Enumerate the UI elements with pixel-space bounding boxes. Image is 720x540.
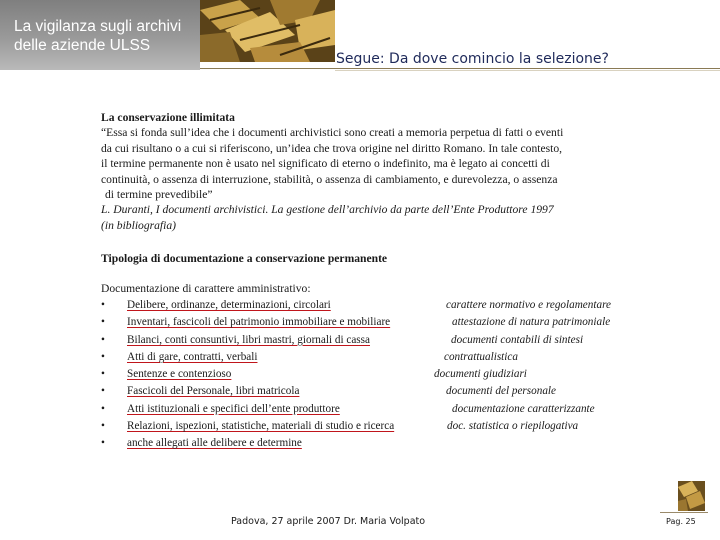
quote-line: continuità, o assenza di interruzione, stabilità, o assenza di cambiamento, e durevolezza, o assenza <box>101 172 558 186</box>
list-item-title[interactable]: Relazioni, ispezioni, statistiche, materiali di studio e ricerca <box>127 420 395 433</box>
bullet: • <box>101 420 105 433</box>
header-title-panel <box>0 0 200 70</box>
list-item <box>101 420 661 437</box>
typology-heading: Tipologia di documentazione a conservazione permanente <box>101 252 388 265</box>
bullet: • <box>101 316 105 329</box>
bullet: • <box>101 368 105 381</box>
bullet: • <box>101 402 105 415</box>
citation-line: (in bibliografia) <box>101 218 177 232</box>
page-number: Pag. 25 <box>666 517 696 526</box>
list-item <box>101 437 661 454</box>
typology-list <box>101 299 661 455</box>
bullet: • <box>101 385 105 398</box>
bullet: • <box>101 350 105 363</box>
citation-line: L. Duranti, I documenti archivistici. La gestione dell’archivio da parte dell’Ente Produttore 1997 <box>101 203 554 217</box>
footer-archive-photo <box>678 481 705 511</box>
list-item-description: documenti del personale <box>446 385 556 398</box>
slide-subtitle: Segue: Da dove comincio la selezione? <box>336 51 609 67</box>
list-item <box>101 385 661 402</box>
list-item-description: attestazione di natura patrimoniale <box>452 316 611 329</box>
quote-line: “Essa si fonda sull’idea che i documenti archivistici sono creati a memoria perpetua di fatti o eventi <box>101 126 564 140</box>
header-divider-secondary <box>335 70 720 71</box>
list-item <box>101 403 661 420</box>
list-item-description: contrattualistica <box>444 350 518 363</box>
typology-intro: Documentazione di carattere amministrativo: <box>101 282 311 295</box>
quote-line: il termine permanente non è usato nel significato di eterno o indefinito, ma è legato ai concetti di <box>101 157 550 171</box>
conservation-section <box>101 110 621 233</box>
list-item-title[interactable]: Bilanci, conti consuntivi, libri mastri, giornali di cassa <box>127 333 370 346</box>
list-item <box>101 316 661 333</box>
header-title-line-2: delle aziende ULSS <box>14 37 151 54</box>
list-item-description: documentazione caratterizzante <box>452 402 595 415</box>
conservation-heading: La conservazione illimitata <box>101 111 235 124</box>
list-item <box>101 351 661 368</box>
list-item <box>101 368 661 385</box>
header-archive-photo <box>200 0 335 62</box>
list-item-title[interactable]: Sentenze e contenzioso <box>127 368 232 381</box>
list-item-title[interactable]: anche allegati alle delibere e determine <box>127 437 302 450</box>
footer-divider <box>660 512 708 513</box>
list-item-description: doc. statistica o riepilogativa <box>447 420 579 433</box>
list-item <box>101 334 661 351</box>
list-item-description: documenti giudiziari <box>434 368 527 381</box>
quote-line: da cui risultano o a cui si riferiscono, un’idea che trova origine nel diritto Romano. In tale contesto, <box>101 141 563 155</box>
list-item-title[interactable]: Fascicoli del Personale, libri matricola <box>127 385 300 398</box>
list-item-title[interactable]: Atti istituzionali e specifici dell’ente produttore <box>127 402 340 415</box>
bullet: • <box>101 437 105 450</box>
header-title-line-1: La vigilanza sugli archivi <box>14 18 182 35</box>
header-title <box>14 17 199 55</box>
footer-text: Padova, 27 aprile 2007 Dr. Maria Volpato <box>231 516 426 527</box>
archive-photo-image <box>200 0 335 62</box>
quote-line: di termine prevedibile” <box>105 188 213 202</box>
header <box>0 0 720 70</box>
list-item-title[interactable]: Atti di gare, contratti, verbali <box>127 350 258 363</box>
bullet: • <box>101 333 105 346</box>
list-item <box>101 299 661 316</box>
list-item-description: carattere normativo e regolamentare <box>446 299 611 311</box>
footer-photo-image <box>678 481 705 511</box>
list-item-title[interactable]: Inventari, fascicoli del patrimonio immobiliare e mobiliare <box>127 316 391 329</box>
list-item-title[interactable]: Delibere, ordinanze, determinazioni, circolari <box>127 299 331 311</box>
bullet: • <box>101 299 105 311</box>
list-item-description: documenti contabili di sintesi <box>451 333 584 346</box>
header-divider <box>200 68 720 69</box>
